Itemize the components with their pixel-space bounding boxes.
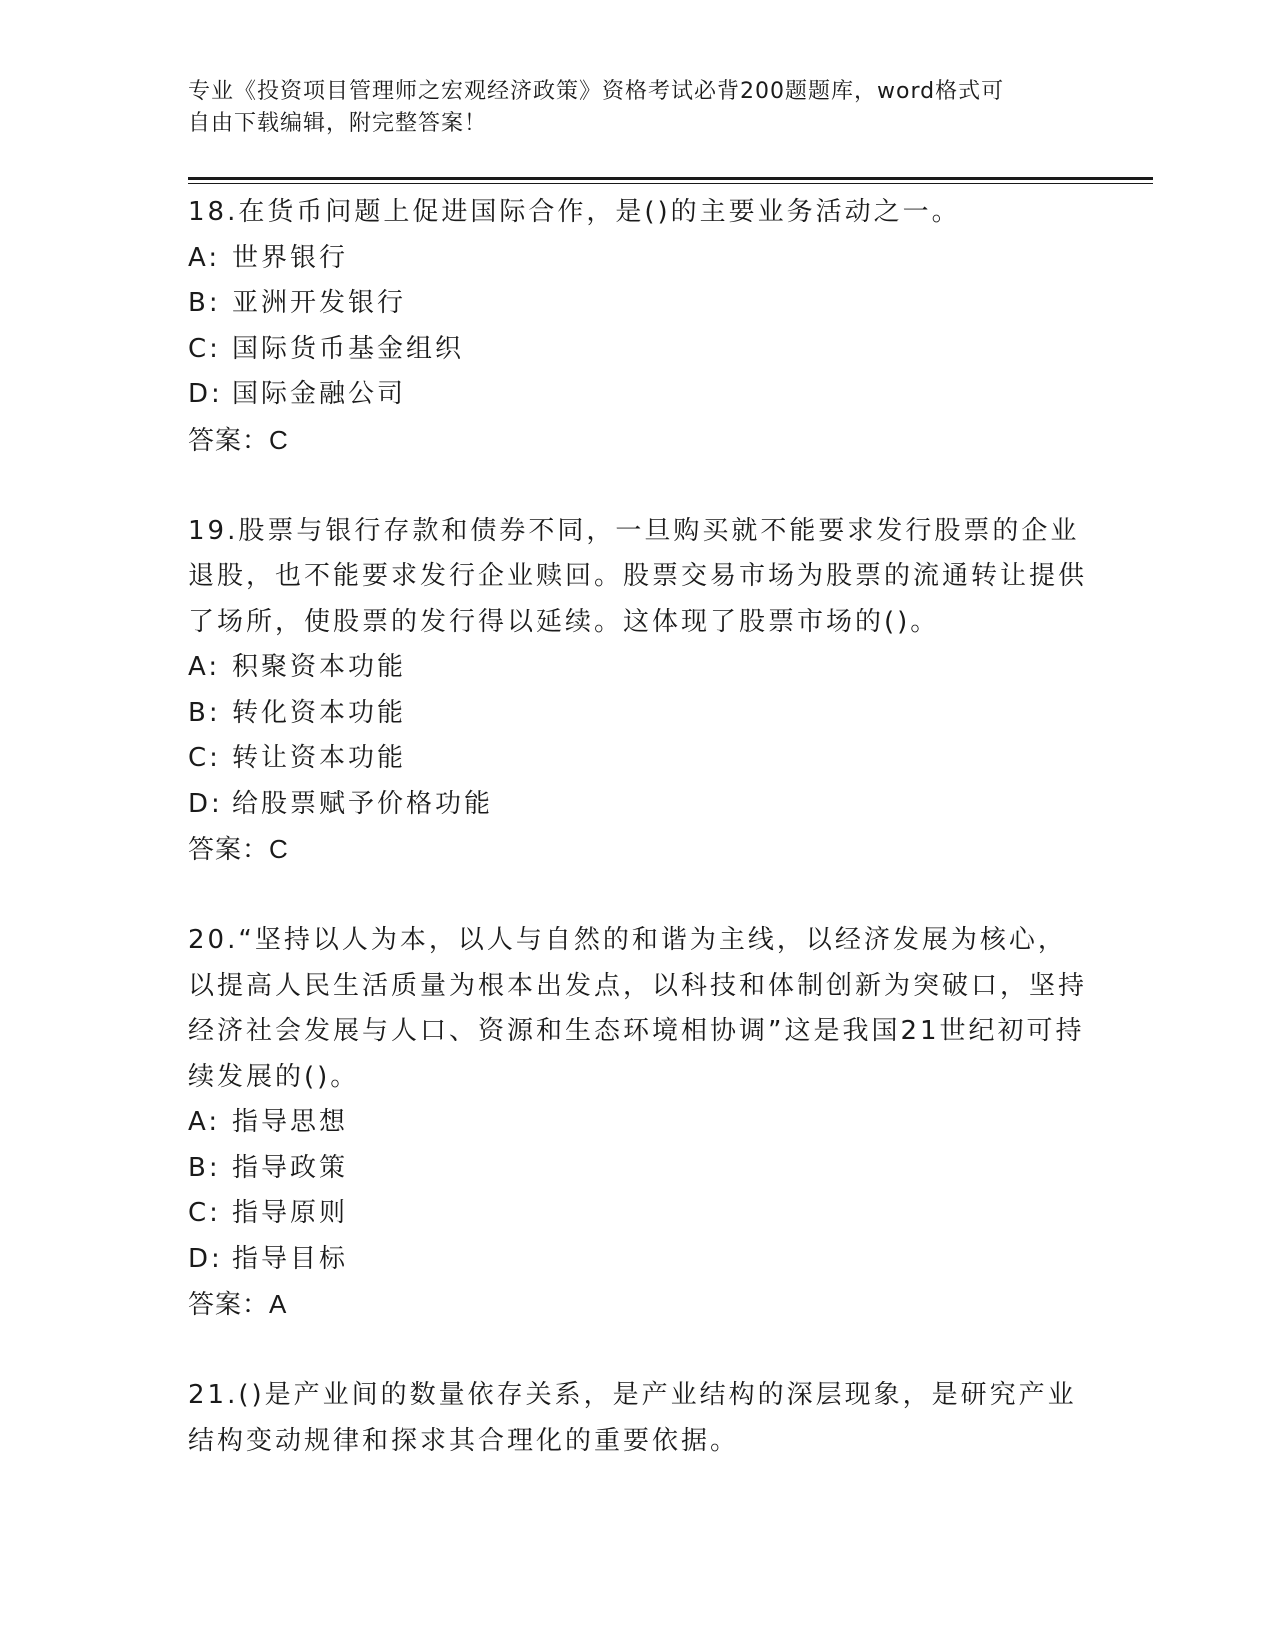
option-letter: A:: [188, 242, 221, 273]
option-letter: D:: [188, 379, 223, 409]
question-block: [188, 190, 1088, 463]
answer-line: 答案：C: [188, 424, 289, 455]
option-b: [188, 281, 1088, 327]
option-c: [188, 327, 1088, 373]
header-divider-thick: [188, 177, 1153, 180]
option-a: [188, 236, 1088, 282]
option-text: 转让资本功能: [232, 743, 407, 773]
answer-line: 答案：A: [188, 1289, 288, 1319]
option-d: [188, 1237, 1088, 1283]
header-line-2: 自由下载编辑，附完整答案！: [188, 111, 488, 136]
option-letter: D:: [188, 788, 223, 819]
question-block: [188, 509, 1088, 873]
option-text: 世界银行: [232, 242, 349, 273]
spacer: [188, 1328, 1088, 1374]
option-text: 积聚资本功能: [232, 652, 407, 682]
option-text: 指导思想: [232, 1107, 349, 1137]
option-text: 指导政策: [232, 1152, 349, 1183]
option-b: [188, 1146, 1088, 1192]
option-letter: B:: [188, 697, 221, 728]
option-text: 给股票赋予价格功能: [232, 788, 494, 819]
option-letter: B:: [188, 288, 221, 318]
option-letter: C:: [188, 743, 221, 773]
header-line-1: 专业《投资项目管理师之宏观经济政策》资格考试必背200题题库，word格式可: [188, 79, 1005, 104]
option-letter: B:: [188, 1152, 221, 1183]
option-text: 转化资本功能: [232, 697, 407, 728]
option-c: [188, 1191, 1088, 1237]
option-d: [188, 372, 1088, 418]
option-a: [188, 645, 1088, 691]
option-letter: C:: [188, 1198, 221, 1228]
option-text: 指导目标: [232, 1243, 349, 1274]
spacer: [188, 873, 1088, 919]
question-text: 18.在货币问题上促进国际合作，是()的主要业务活动之一。: [188, 197, 961, 227]
option-text: 国际金融公司: [232, 379, 407, 409]
option-a: [188, 1100, 1088, 1146]
answer-line: 答案：C: [188, 834, 289, 864]
question-text: 20.“坚持以人为本，以人与自然的和谐为主线，以经济发展为核心，以提高人民生活质量为根本出发点，以科技和体制创新为突破口，坚持经济社会发展与人口、资源和生态环境相协调”这是我国21世纪初可持续发展的()。: [188, 925, 1088, 1092]
option-letter: A:: [188, 652, 221, 682]
question-list: [188, 190, 1088, 1464]
option-text: 亚洲开发银行: [232, 288, 407, 318]
option-letter: C:: [188, 333, 221, 364]
question-block: [188, 1373, 1088, 1464]
question-text: 19.股票与银行存款和债券不同，一旦购买就不能要求发行股票的企业退股，也不能要求发行企业赎回。股票交易市场为股票的流通转让提供了场所，使股票的发行得以延续。这体现了股票市场的()。: [188, 515, 1088, 637]
option-letter: A:: [188, 1107, 221, 1137]
document-header: [188, 76, 1068, 140]
option-letter: D:: [188, 1243, 223, 1274]
header-divider-thin: [188, 183, 1153, 184]
spacer: [188, 463, 1088, 509]
option-b: [188, 691, 1088, 737]
question-block: [188, 918, 1088, 1328]
option-text: 指导原则: [232, 1198, 349, 1228]
option-c: [188, 736, 1088, 782]
option-d: [188, 782, 1088, 828]
question-text: 21.()是产业间的数量依存关系，是产业结构的深层现象，是研究产业结构变动规律和探求其合理化的重要依据。: [188, 1380, 1077, 1456]
option-text: 国际货币基金组织: [232, 333, 465, 364]
